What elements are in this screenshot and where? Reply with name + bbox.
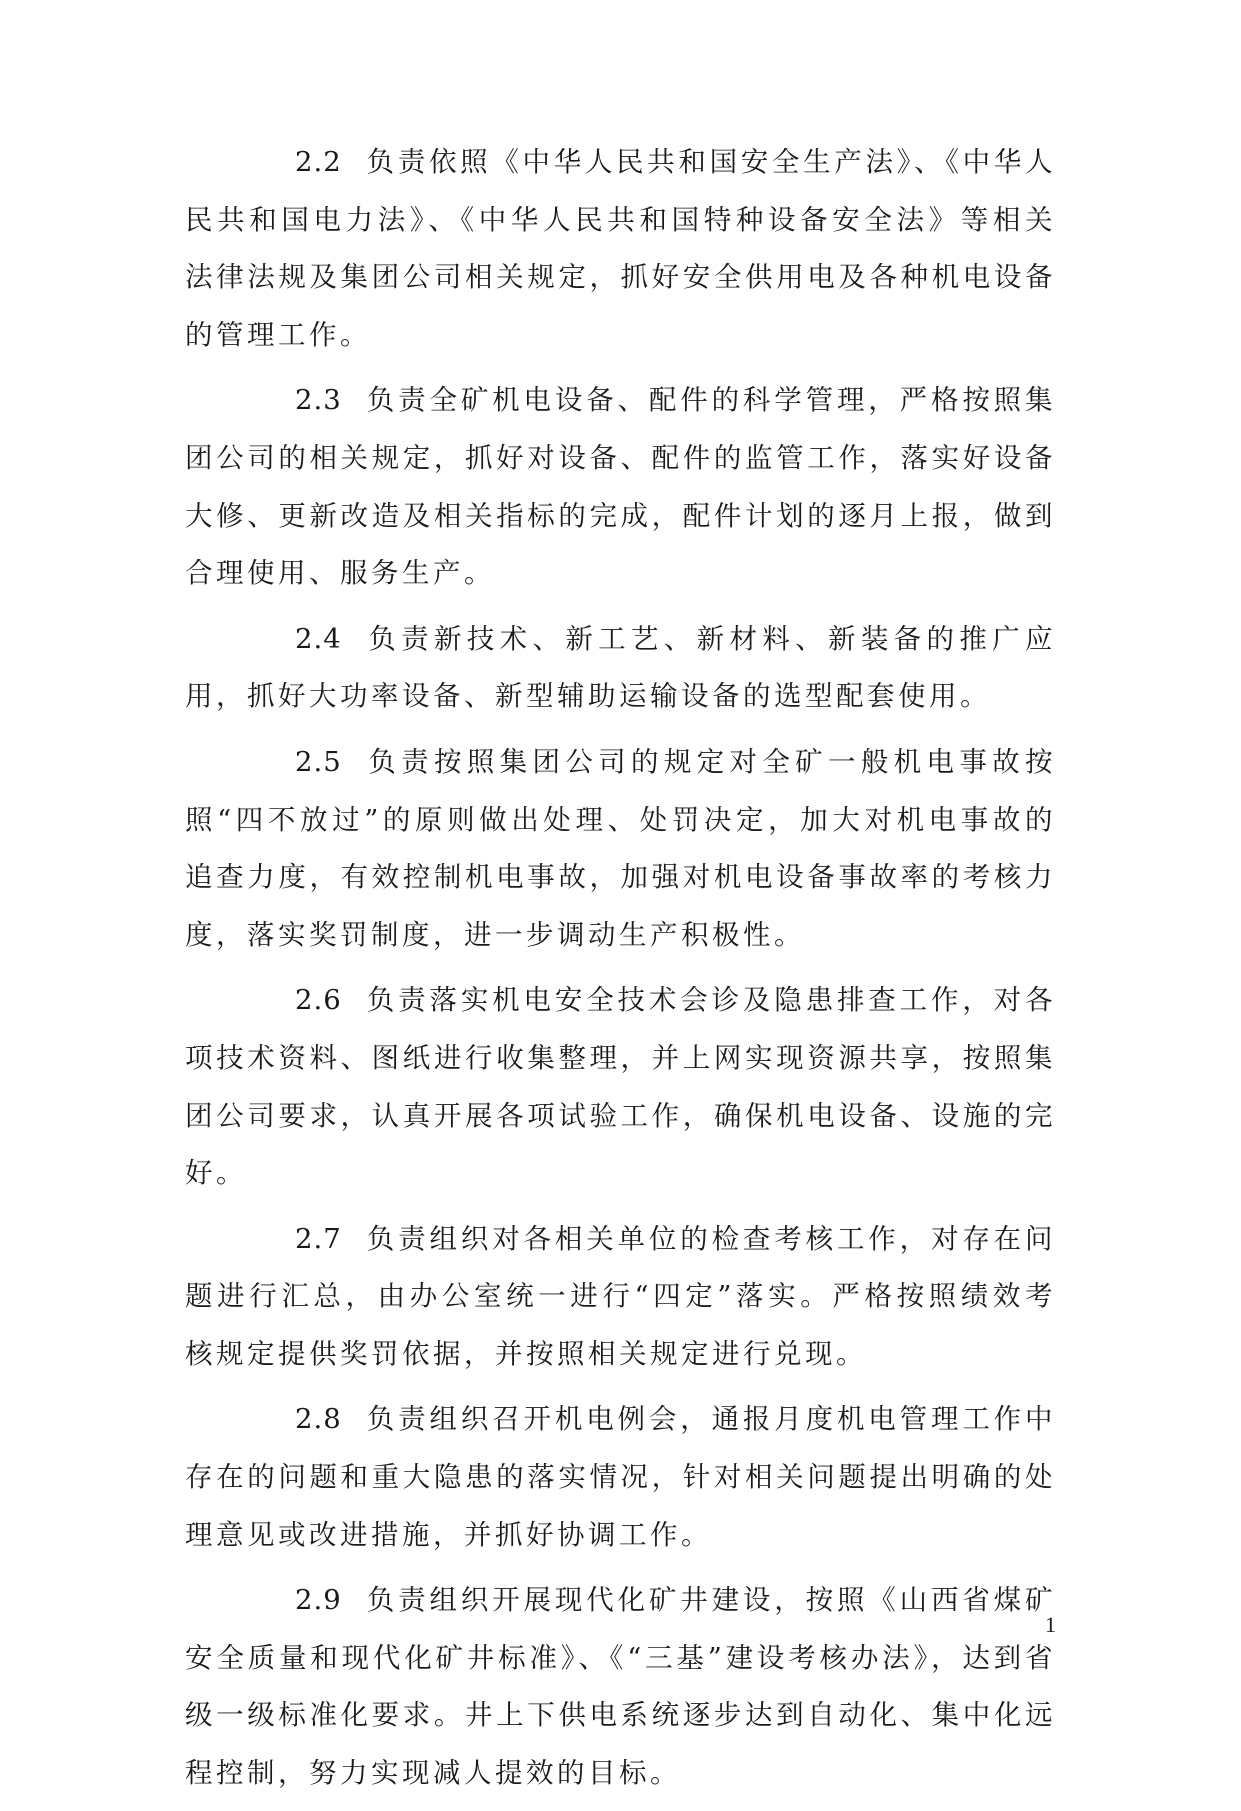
paragraph-2-5 xyxy=(185,734,1056,964)
paragraph-2-6 xyxy=(185,972,1056,1202)
paragraph-2-7 xyxy=(185,1211,1056,1384)
paragraph-number: 2.7 xyxy=(295,1222,342,1255)
paragraph-text: 负责全矿机电设备、配件的科学管理，严格按照集团公司的相关规定，抓好对设备、配件的监管工作，落实好设备大修、更新改造及相关指标的完成，配件计划的逐月上报，做到合理使用、服务生产。 xyxy=(185,384,1056,590)
paragraph-number: 2.3 xyxy=(295,384,342,417)
paragraph-number: 2.6 xyxy=(295,984,342,1017)
document-body xyxy=(185,134,1056,1811)
paragraph-text: 负责落实机电安全技术会诊及隐患排查工作，对各项技术资料、图纸进行收集整理，并上网实现资源共享，按照集团公司要求，认真开展各项试验工作，确保机电设备、设施的完好。 xyxy=(185,984,1056,1190)
paragraph-2-4 xyxy=(185,611,1056,726)
paragraph-2-2 xyxy=(185,134,1056,364)
paragraph-2-8 xyxy=(185,1391,1056,1564)
paragraph-number: 2.5 xyxy=(295,745,342,778)
paragraph-2-9 xyxy=(185,1572,1056,1802)
page-number: 1 xyxy=(1045,1612,1056,1637)
paragraph-number: 2.8 xyxy=(295,1403,342,1436)
paragraph-text: 负责组织对各相关单位的检查考核工作，对存在问题进行汇总，由办公室统一进行“四定”落实。严格按照绩效考核规定提供奖罚依据，并按照相关规定进行兑现。 xyxy=(185,1222,1056,1370)
paragraph-2-3 xyxy=(185,372,1056,602)
paragraph-text: 负责新技术、新工艺、新材料、新装备的推广应用，抓好大功率设备、新型辅助运输设备的选型配套使用。 xyxy=(185,622,1056,713)
paragraph-text: 负责按照集团公司的规定对全矿一般机电事故按照“四不放过”的原则做出处理、处罚决定，加大对机电事故的追查力度，有效控制机电事故，加强对机电设备事故率的考核力度，落实奖罚制度，进一步调动生产积极性。 xyxy=(185,745,1056,951)
paragraph-number: 2.2 xyxy=(295,146,342,178)
paragraph-number: 2.9 xyxy=(295,1584,342,1617)
paragraph-number: 2.4 xyxy=(295,622,342,655)
paragraph-text: 负责组织召开机电例会，通报月度机电管理工作中存在的问题和重大隐患的落实情况，针对相关问题提出明确的处理意见或改进措施，并抓好协调工作。 xyxy=(185,1403,1056,1551)
paragraph-text: 负责依照《中华人民共和国安全生产法》、《中华人民共和国电力法》、《中华人民共和国特种设备安全法》等相关法律法规及集团公司相关规定，抓好安全供用电及各种机电设备的管理工作。 xyxy=(185,146,1056,351)
paragraph-text: 负责组织开展现代化矿井建设，按照《山西省煤矿安全质量和现代化矿井标准》、《“三基”建设考核办法》，达到省级一级标准化要求。井上下供电系统逐步达到自动化、集中化远程控制，努力实现减人提效的目标。 xyxy=(185,1584,1056,1790)
